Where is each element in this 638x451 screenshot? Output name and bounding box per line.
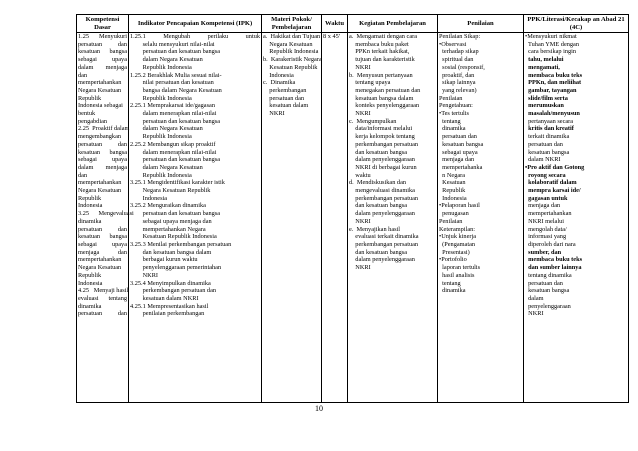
cell-indikator <box>129 33 262 403</box>
cell-line: dan <box>78 171 88 179</box>
cell-line: a. Hakikat dan Tujuan <box>263 33 321 40</box>
cell-line: sebagai upaya <box>78 56 127 64</box>
cell-line: membaca buku teks <box>525 256 583 264</box>
cell-line: sikap lainnya <box>439 79 476 87</box>
cell-line: persatuan dan kesatuan bangsa <box>130 210 221 218</box>
cell-line: mengamati, <box>525 63 560 71</box>
cell-line: diperoleh dari nara <box>525 240 576 248</box>
cell-line: mempertahankan <box>525 210 572 218</box>
cell-line: c. Mengumpulkan <box>349 117 397 125</box>
cell-line: Republik <box>78 194 102 202</box>
cell-line: Indonesia <box>130 194 168 202</box>
cell-line: mempertahankan <box>78 256 122 264</box>
cell-line: kesatuan bangsa <box>78 48 127 56</box>
cell-line: PPKn, dan meliihat <box>525 79 582 87</box>
header-kegiatan: Kegiatan Pembelajaran <box>348 15 438 33</box>
cell-line: tahu, melalui <box>525 56 564 64</box>
cell-line: kolaboratif dalam <box>525 179 577 187</box>
cell-line: tentang <box>439 279 461 287</box>
cell-line: pertanyaan secara <box>525 117 574 125</box>
cell-line: waktu <box>349 171 371 179</box>
cell-line: dalam menjaga <box>78 163 127 171</box>
cell-line: Indonesia <box>78 279 103 287</box>
cell-waktu <box>322 33 348 403</box>
cell-line: sebagai upaya <box>78 156 127 164</box>
cell-line: 3.25.4 Menyimpulkan dinamika <box>130 279 211 287</box>
cell-line: kesatuan bangsa <box>439 140 484 148</box>
cell-line: 4.25.1 Mempresentasikan hasil <box>130 302 209 310</box>
cell-line: dan kesatuan bangsa <box>349 202 408 210</box>
cell-line: Negara Kesatuan <box>78 187 122 195</box>
cell-line: dan kesatuan bangsa <box>349 148 408 156</box>
cell-line: d. Mendiskusikan dan <box>349 179 407 187</box>
cell-line: menjaga dan <box>525 202 561 210</box>
cell-line: bangsa dalam Negara Kesatuan <box>130 86 222 94</box>
cell-line: membaca buku teks <box>525 71 583 79</box>
cell-line: kesatuan bangsa <box>78 233 127 241</box>
cell-line: Republik Indonesia <box>130 94 192 102</box>
cell-kegiatan <box>348 33 438 403</box>
cell-line: Republik <box>78 94 102 102</box>
cell-line: persatuan dan <box>525 140 563 148</box>
cell-line: dinamika <box>78 217 102 225</box>
cell-line: Republik <box>439 187 466 195</box>
cell-line: NKRI <box>263 110 285 118</box>
cell-line: terkait dinamika <box>525 133 570 141</box>
header-ppk: PPK/Literasi/Kecakap an Abad 21 (4C) <box>524 15 629 33</box>
cell-line: tentang <box>439 117 461 125</box>
cell-line: perkembangan persatuan <box>349 140 419 148</box>
cell-line: merumuskan <box>525 102 564 110</box>
cell-line: a. Mengamati dengan cara <box>349 33 418 40</box>
cell-line: spiritual dan <box>439 56 474 64</box>
cell-line: proaktif, dan <box>439 71 475 79</box>
cell-line: sebagai upaya <box>78 240 127 248</box>
cell-line: 8 x 45' <box>323 33 340 40</box>
cell-line: 3.25.3 Menilai perkembangan persatuan <box>130 240 232 248</box>
cell-line: membaca buku paket <box>349 40 409 48</box>
cell-line: Penilaian <box>439 217 463 225</box>
cell-line: • Mensyukuri nikmat <box>525 33 627 41</box>
cell-line: dinamika <box>439 125 466 133</box>
cell-line: • Observasi <box>439 41 522 49</box>
cell-line: evaluasi tentang <box>78 294 127 302</box>
cell-line: dalam menjaga <box>78 63 127 71</box>
cell-line: persatuan dan <box>78 140 127 148</box>
cell-line: tentang dinamika <box>525 271 572 279</box>
cell-line: kesatuan bangsa dalam <box>349 94 414 102</box>
cell-line: • Portofolio <box>439 256 522 264</box>
cell-line: berbagai kurun waktu <box>130 256 198 264</box>
cell-line: menjaga dan <box>78 248 127 256</box>
cell-line: c. Dinamika <box>263 79 296 87</box>
cell-line: dalam Negara Kesatuan <box>130 163 203 171</box>
cell-line: NKRI <box>130 271 158 279</box>
cell-line: yang relevan) <box>439 86 477 94</box>
cell-line: selalu mensyukuri nilai-nilai <box>130 40 215 48</box>
cell-line: dalam penyelenggaraan <box>349 210 415 218</box>
cell-line: terhadap sikap <box>439 48 479 56</box>
cell-line: dalam penyelenggaraan <box>349 256 415 264</box>
cell-line: Kesatuan Republik <box>263 63 318 71</box>
cell-line: persatuan dan <box>78 225 127 233</box>
cell-line: NKRI di berbagai kurun <box>349 163 417 171</box>
cell-line: • Pro aktif dan Gotong <box>525 164 627 172</box>
cell-line: persatuan dan <box>78 310 127 318</box>
cell-line: sumber, dan <box>525 248 562 256</box>
cell-line: perkembangan persatuan <box>349 194 419 202</box>
cell-line: menegakan persatuan dan <box>349 86 421 94</box>
cell-line: 1.25.1 Mengubah perilaku untuk <box>130 33 260 40</box>
cell-line: Republik Indonesia <box>130 133 192 141</box>
cell-line: Republik Indonesia <box>130 63 192 71</box>
cell-line: data/informasi melalui <box>349 125 413 133</box>
cell-line: evaluasi terkait dinamika <box>349 233 419 241</box>
header-indikator: Indikator Pencapaian Kompetensi (IPK) <box>129 15 262 33</box>
cell-line: sebagai upaya menjaga dan <box>130 217 212 225</box>
cell-line: tentang upaya <box>349 79 391 87</box>
cell-line: perkembangan persatuan dan <box>130 287 217 295</box>
cell-line: Negara Kesatuan <box>78 264 122 272</box>
cell-line: NKRI <box>349 63 371 71</box>
cell-line: penyelenggaraan pemerintahan <box>130 264 222 272</box>
cell-line: Republik Indonesia <box>130 171 192 179</box>
cell-line: persatuan dan kesatuan bangsa <box>130 156 221 164</box>
cell-line: persatuan dan kesatuan bangsa <box>130 48 221 56</box>
cell-line: 3.25 Mengevaluasi <box>78 210 134 218</box>
cell-line: bentuk <box>78 110 96 118</box>
cell-line: Indonesia <box>263 71 294 79</box>
cell-line: 2.25.2 Membangun sikap proaktif <box>130 140 216 148</box>
cell-line: NKRI <box>349 264 371 272</box>
cell-line: dan kesatuan bangsa dalam <box>130 248 212 256</box>
cell-line: mengembangkan <box>78 133 122 141</box>
cell-line: gambar, tayangan <box>525 86 577 94</box>
cell-kompetensi <box>77 33 134 403</box>
cell-line: 3.25.2 Menguraikan dinamika <box>130 202 206 210</box>
cell-line: perkembangan <box>263 86 307 94</box>
cell-line: nilai persatuan dan kesatuan <box>130 79 214 87</box>
header-materi: Materi Pokok/ Pembelajaran <box>262 15 322 33</box>
cell-line: e. Menyajikan hasil <box>349 225 401 233</box>
cell-penilaian <box>438 33 524 403</box>
cell-line: Penilaian Sikap: <box>439 33 481 40</box>
cell-line: dalam penyelenggaraan <box>349 156 415 164</box>
cell-line: • Unjuk kinerja <box>439 233 522 241</box>
cell-line: Republik Indonesia <box>263 48 319 56</box>
cell-line: • Pelaporan hasil <box>439 202 522 210</box>
cell-line: mempertahankan <box>78 179 122 187</box>
cell-line: penugasan <box>439 210 469 218</box>
cell-line: penilaian perkembangan <box>130 310 205 318</box>
cell-line: royong secara <box>525 171 566 179</box>
cell-line: hasil analisis <box>439 271 475 279</box>
cell-line: Kesatuan Republik Indonesia <box>130 233 217 241</box>
page-number: 10 <box>315 404 323 413</box>
cell-line: b. Karakeristik Negara <box>263 56 322 64</box>
rpp-table <box>76 14 629 403</box>
cell-line: Tuhan YME dengan <box>525 40 579 48</box>
cell-line: dan sumber lainnya <box>525 264 582 272</box>
cell-line: kesatuan bangsa <box>78 148 127 156</box>
cell-line: • Tes tertulis <box>439 110 522 118</box>
header-kompetensi: Kompetensi Dasar <box>77 15 129 33</box>
cell-line: dinamika <box>439 287 466 295</box>
cell-line: dalam menerapkan nilai-nilai <box>130 110 217 118</box>
cell-line: 1.25 Menyukuri <box>78 33 127 40</box>
cell-line: Indonesia <box>78 202 103 210</box>
cell-line: persatuan dan <box>78 40 127 48</box>
cell-line: Indonesia sebagai <box>78 102 123 110</box>
cell-line: informasi yang <box>525 233 567 241</box>
cell-line: NKRI <box>349 110 371 118</box>
cell-line: dan <box>78 71 88 79</box>
cell-line: mempra karsai ide/ <box>525 187 581 195</box>
cell-line: dalam Negara Kesatuan <box>130 56 203 64</box>
cell-line: kesatuan bangsa <box>525 148 570 156</box>
cell-line: dalam menerapkan nilai-nilai <box>130 148 217 156</box>
cell-line: 1.25.2 Berakhlak Mulia sesuai nilai- <box>130 71 222 79</box>
cell-line: kesatuan dalam <box>263 102 309 110</box>
cell-line: Kesatuan <box>439 179 466 187</box>
cell-line: menjaga dan <box>439 156 475 164</box>
cell-line: sosial (responsif, <box>439 63 485 71</box>
cell-line: masalah/menyusun <box>525 110 580 118</box>
cell-line: Negara Kesatuan <box>263 40 313 48</box>
cell-line: Negara Kesatuan Republik <box>130 187 211 195</box>
content-row <box>77 33 629 403</box>
cell-line: NKRI melalui <box>525 217 564 225</box>
header-waktu: Waktu <box>322 15 348 33</box>
cell-line: mempertahankan <box>78 79 122 87</box>
cell-line: laporan tertulis <box>439 264 481 272</box>
cell-line: 3.25.1 Mengidentifikasi karakter istik <box>130 179 225 187</box>
cell-line: konteks penyelenggaraan <box>349 102 420 110</box>
cell-line: persatuan dan <box>439 133 477 141</box>
cell-line: sebagai upaya <box>439 148 478 156</box>
header-penilaian: Penilaian <box>438 15 524 33</box>
cell-line: persatuan dan kesatuan bangsa <box>130 117 221 125</box>
cell-line: tujuan dan karakteristik <box>349 56 415 64</box>
cell-ppk <box>524 33 629 403</box>
cell-line: dalam <box>525 294 544 302</box>
cell-line: perkembangan persatuan <box>349 240 419 248</box>
cell-line: persatuan dan <box>263 94 305 102</box>
cell-line: 4.25 Menyaji hasil <box>78 287 129 295</box>
cell-line: pengabdian <box>78 117 108 125</box>
cell-materi <box>262 33 322 403</box>
cell-line: mempertahanka <box>439 163 483 171</box>
cell-line: kesatuan dalam NKRI <box>130 294 199 302</box>
cell-line: Keterampilan: <box>439 225 476 233</box>
cell-line: penyelenggaraan <box>525 302 571 310</box>
cell-line: gagasan untuk <box>525 194 568 202</box>
cell-line: Republik <box>78 271 102 279</box>
cell-line: 2.25 Proaktif dalam <box>78 125 130 133</box>
cell-line: (Pengamatan <box>439 240 476 248</box>
cell-line: persatuan dan <box>525 279 563 287</box>
cell-line: kesatuan bangsa <box>525 287 570 295</box>
cell-line: kerja kelompok tentang <box>349 133 415 141</box>
cell-line: b. Menyusun pertanyaan <box>349 71 413 79</box>
cell-line: slide/film serta <box>525 94 568 102</box>
cell-line: kritis dan kreatif <box>525 125 574 133</box>
cell-line: mengevaluasi dinamika <box>349 187 415 195</box>
cell-line: dalam Negara Kesatuan <box>130 125 203 133</box>
cell-line: PPKn terkait hakikat, <box>349 48 410 56</box>
cell-line: dalam NKRI <box>525 156 561 164</box>
cell-line: Penilaian <box>439 94 463 102</box>
cell-line: mempertahankan Negara <box>130 225 206 233</box>
cell-line: Presentasi) <box>439 248 470 256</box>
cell-line: NKRI <box>525 310 544 318</box>
cell-line: n Negara <box>439 171 466 179</box>
cell-line: Pengetahuan: <box>439 102 473 110</box>
cell-line: cara bersikap ingin <box>525 48 577 56</box>
cell-line: 2.25.1 Memprakarsai ide/gagasan <box>130 102 215 110</box>
cell-line: dinamika <box>78 302 102 310</box>
cell-line: Negara Kesatuan <box>78 86 122 94</box>
cell-line: dan kesatuan bangsa <box>349 248 408 256</box>
cell-line: mengolah data/ <box>525 225 567 233</box>
header-row <box>77 15 629 33</box>
cell-line: NKRI <box>349 217 371 225</box>
cell-line: Indonesia <box>439 194 467 202</box>
